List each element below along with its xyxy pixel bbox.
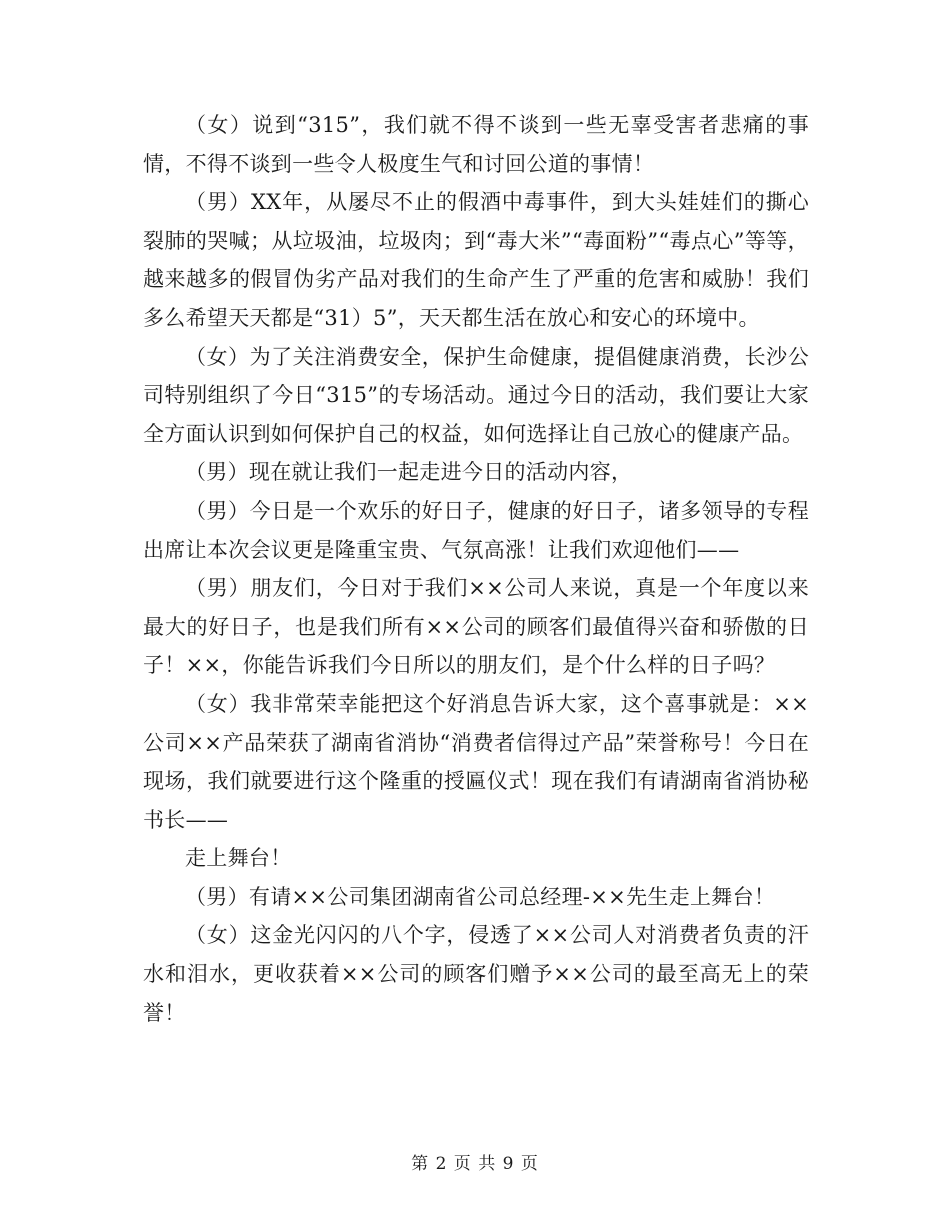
page-number-footer: 第 2 页 共 9 页 [411,1154,539,1174]
document-body [143,106,809,1032]
paragraph: （女）为了关注消费安全，保护生命健康，提倡健康消费，长沙公司特别组织了今日“315”的专场活动。通过今日的活动，我们要让大家全方面认识到如何保护自己的权益，如何选择让自己放心的健康产品。 [143,344,809,446]
paragraph: （女）说到“315”，我们就不得不谈到一些无辜受害者悲痛的事情，不得不谈到一些令人极度生气和讨回公道的事情！ [143,113,809,176]
paragraph: （男）XX年，从屡尽不止的假酒中毒事件，到大头娃娃们的撕心裂肺的哭喊；从垃圾油，垃圾肉；到“毒大米”“毒面粉”“毒点心”等等，越来越多的假冒伪劣产品对我们的生命产生了严重的危害和威胁！我们多么希望天天都是“31）5”，天天都生活在放心和安心的环境中。 [143,190,809,330]
paragraph: （男）有请××公司集团湖南省公司总经理-××先生走上舞台！ [185,884,776,909]
paragraph: （女）我非常荣幸能把这个好消息告诉大家，这个喜事就是：××公司××产品荣获了湖南省消协“消费者信得过产品”荣誉称号！今日在现场，我们就要进行这个隆重的授匾仪式！现在我们有请湖南省消协秘书长—— [143,691,809,832]
paragraph: （男）朋友们，今日对于我们××公司人来说，真是一个年度以来最大的好日子，也是我们所有××公司的顾客们最值得兴奋和骄傲的日子！××，你能告诉我们今日所以的朋友们，是个什么样的日子吗？ [143,576,809,678]
paragraph: 走上舞台！ [185,846,292,871]
paragraph: （男）今日是一个欢乐的好日子，健康的好日子，诸多领导的专程出席让本次会议更是隆重宝贵、气氛高涨！让我们欢迎他们—— [143,498,809,562]
paragraph: （女）这金光闪闪的八个字，侵透了××公司人对消费者负责的汗水和泪水，更收获着××公司的顾客们赠予××公司的最至高无上的荣誉！ [143,923,809,1025]
paragraph: （男）现在就让我们一起走进今日的活动内容， [185,460,633,485]
